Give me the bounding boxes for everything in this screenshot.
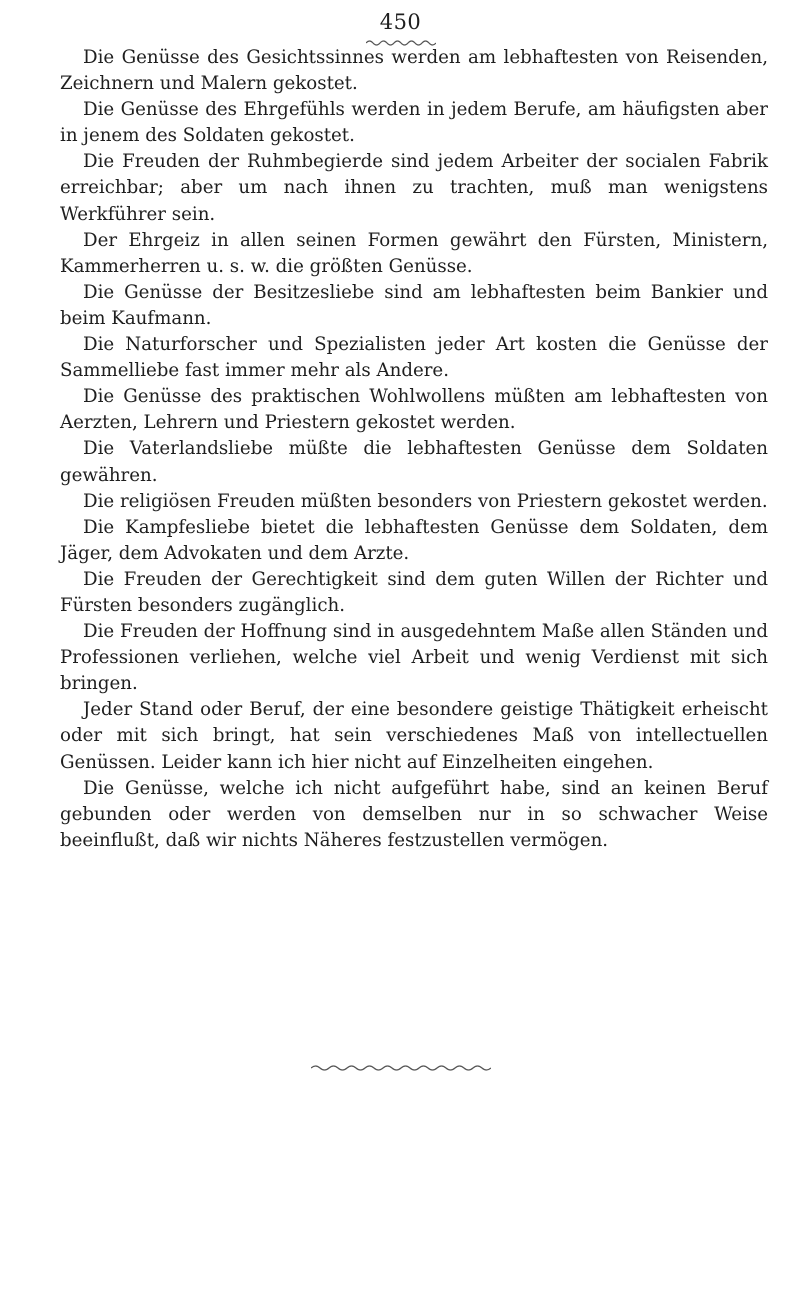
paragraph: Die Vaterlandsliebe müßte die lebhaftesten Genüsse dem Soldaten gewähren. <box>60 438 768 486</box>
paragraph: Die Genüsse der Besitzesliebe sind am lebhaftesten beim Bankier und beim Kaufmann. <box>60 281 768 329</box>
paragraph: Die Genüsse des Gesichtssinnes werden am lebhaftesten von Reisenden, Zeichnern und Malern gekostet. <box>60 47 768 95</box>
paragraph: Die Naturforscher und Spezialisten jeder Art kosten die Genüsse der Sammelliebe fast immer mehr als Andere. <box>60 334 768 382</box>
body-text <box>60 45 768 854</box>
bottom-ornament-rule <box>0 1057 801 1076</box>
paragraph: Die Genüsse, welche ich nicht aufgeführt habe, sind an keinen Beruf gebunden oder werden von demselben nur in so schwacher Weise beeinflußt, daß wir nichts Näheres festzustellen vermögen. <box>60 777 768 851</box>
paragraph: Der Ehrgeiz in allen seinen Formen gewährt den Fürsten, Ministern, Kammerherren u. s. w. die größten Genüsse. <box>60 229 768 277</box>
paragraph: Die Freuden der Hoffnung sind in ausgedehntem Maße allen Ständen und Professionen verliehen, welche viel Arbeit und wenig Verdienst mit sich bringen. <box>60 621 768 695</box>
paragraph: Die Genüsse des Ehrgefühls werden in jedem Berufe, am häufigsten aber in jenem des Soldaten gekostet. <box>60 99 768 147</box>
paragraph: Die Freuden der Gerechtigkeit sind dem guten Willen der Richter und Fürsten besonders zugänglich. <box>60 568 768 616</box>
paragraph: Jeder Stand oder Beruf, der eine besondere geistige Thätigkeit erheischt oder mit sich bringt, hat sein verschiedenes Maß von intellectuellen Genüssen. Leider kann ich hier nicht auf Einzelheiten eingehen. <box>60 699 768 773</box>
page-number: 450 <box>379 10 422 34</box>
paragraph: Die Freuden der Ruhmbegierde sind jedem Arbeiter der socialen Fabrik erreichbar; aber um nach ihnen zu trachten, muß man wenigstens Werkführer sein. <box>60 151 768 225</box>
paragraph: Die religiösen Freuden müßten besonders von Priestern gekostet werden. <box>83 490 768 512</box>
paragraph: Die Genüsse des praktischen Wohlwollens müßten am lebhaftesten von Aerzten, Lehrern und Priestern gekostet werden. <box>60 386 768 434</box>
paragraph: Die Kampfesliebe bietet die lebhaftesten Genüsse dem Soldaten, dem Jäger, dem Advokaten und dem Arzte. <box>60 516 768 564</box>
